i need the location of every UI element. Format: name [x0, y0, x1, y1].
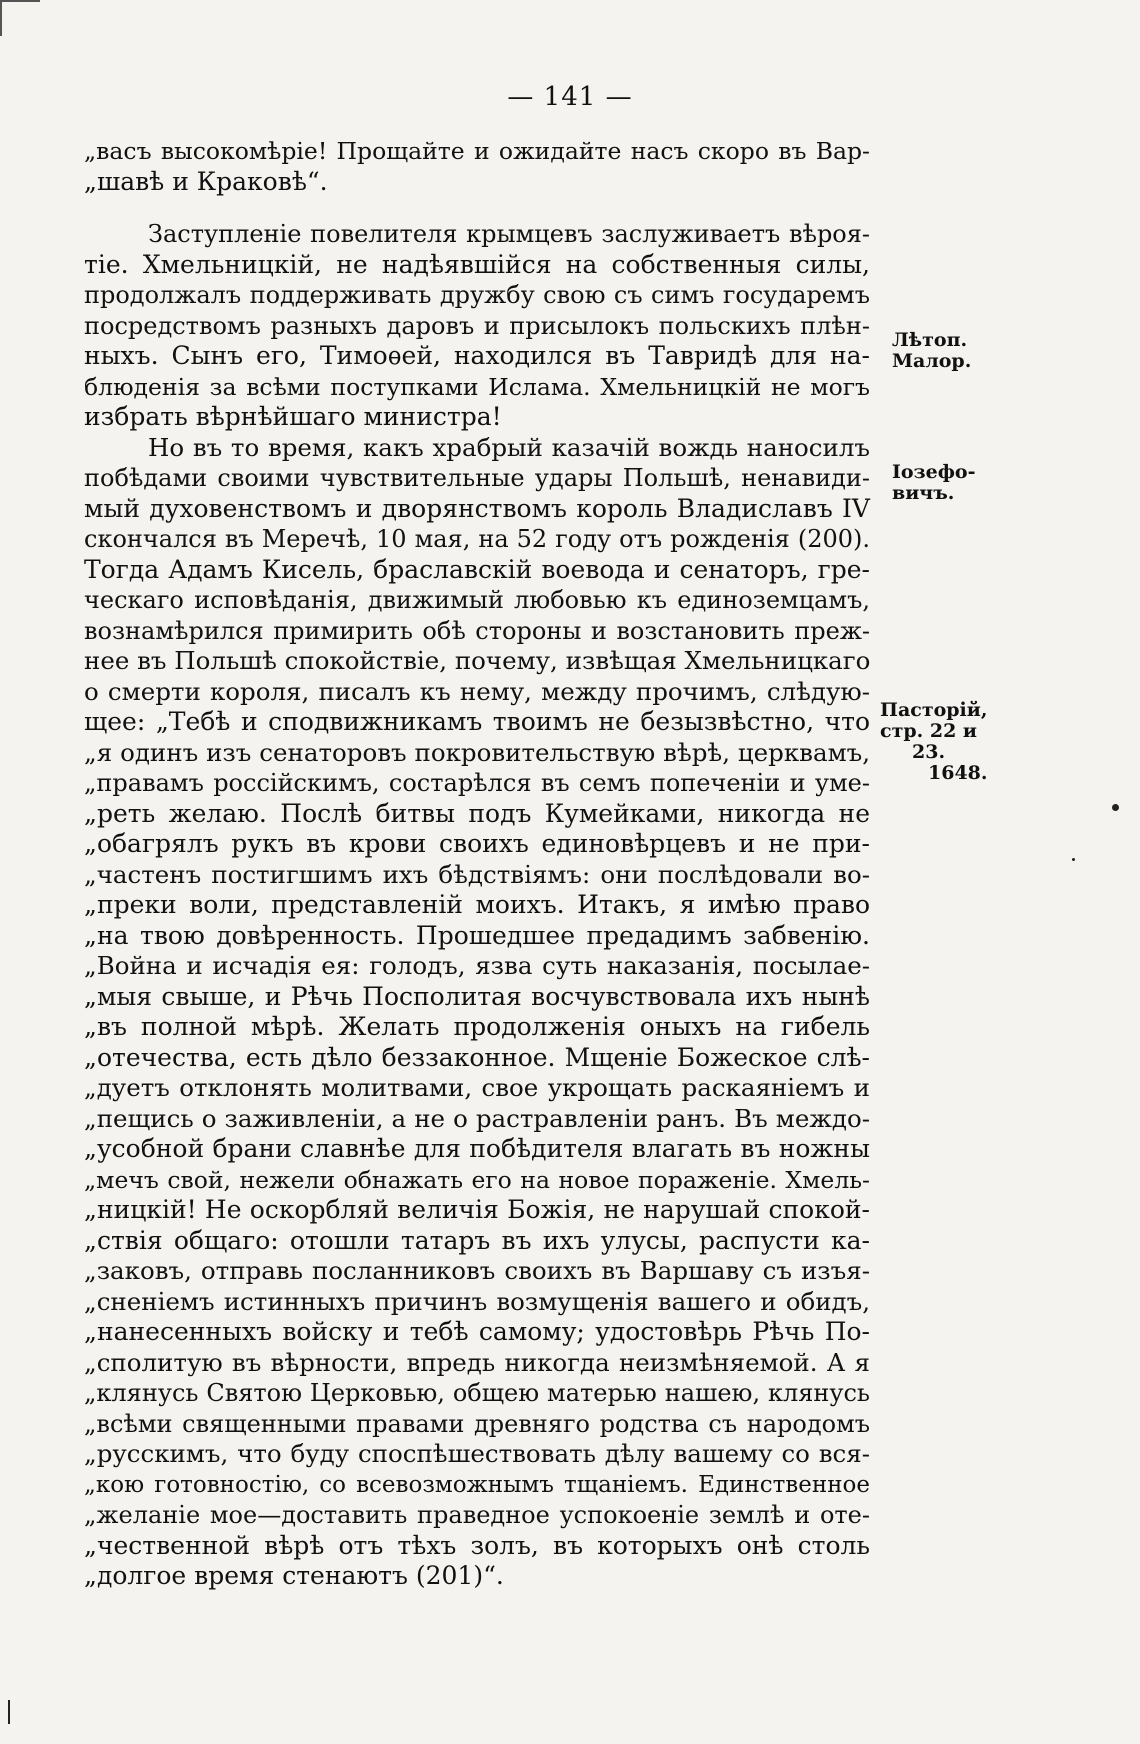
text-line: „въ полной мѣрѣ. Желать продолженія оныхъ на гибель [84, 1012, 870, 1041]
text-line: продолжалъ поддерживать дружбу свою съ симъ государемъ [84, 281, 870, 309]
marginal-note-line: стр. 22 и [880, 720, 978, 742]
text-line: „усобной брани славнѣе для побѣдителя влагать въ ножны [84, 1134, 870, 1163]
text-line: побѣдами своими чувствительные удары Польшѣ, ненавиди- [84, 464, 870, 492]
marginal-note-line: 23. [912, 741, 946, 763]
text-line: „шавѣ и Краковѣ“. [84, 166, 328, 196]
text-line: „всѣми священными правами древняго родства съ народомъ [84, 1409, 870, 1438]
text-line: „Война и исчадія ея: голодъ, язва суть наказанія, посылае- [84, 951, 870, 980]
text-line: ныхъ. Сынъ его, Тимоѳей, находился въ Тавридѣ для на- [84, 341, 870, 370]
scan-speck [8, 1700, 10, 1724]
marginal-note-iozefovich [892, 462, 975, 504]
text-line: „мечъ свой, нежели обнажать его на новое пораженіе. Хмель- [84, 1165, 870, 1194]
text-line: „заковъ, отправь посланниковъ своихъ въ Варшаву съ изъя- [84, 1256, 870, 1285]
marginal-note-line: Малор. [892, 350, 972, 372]
text-line: щее: „Тебѣ и сподвижникамъ твоимъ не безызвѣстно, что [84, 707, 870, 736]
text-line: „сненіемъ истинныхъ причинъ возмущенія вашего и обидъ, [84, 1286, 870, 1316]
text-line: о смерти короля, писалъ къ нему, между прочимъ, слѣдую- [84, 676, 870, 706]
text-line: „реть желаю. Послѣ битвы подъ Кумейками, никогда не [84, 798, 870, 828]
marginal-note-line: 1648. [928, 762, 988, 784]
text-line: „отечества, есть дѣло беззаконное. Мщеніе Божеское слѣ- [84, 1042, 870, 1072]
text-line: „васъ высокомѣріе! Прощайте и ожидайте насъ скоро въ Вар- [84, 137, 870, 165]
text-line: „дуетъ отклонять молитвами, свое укрощать раскаяніемъ и [84, 1073, 870, 1102]
text-line: Но въ то время, какъ храбрый казачій вождь наносилъ [148, 432, 870, 462]
text-line: „я одинъ изъ сенаторовъ покровительствую вѣрѣ, церквамъ, [84, 737, 870, 767]
text-line: „преки воли, представленій моихъ. Итакъ, я имѣю право [84, 890, 870, 919]
text-line: скончался въ Меречѣ, 10 мая, на 52 году отъ рожденія (200). [84, 525, 870, 553]
text-line: „мыя свыше, и Рѣчь Посполитая восчувствовала ихъ нынѣ [84, 981, 870, 1011]
scan-speck [1072, 858, 1075, 861]
text-line: „желаніе мое—доставить праведное успокоеніе землѣ и оте- [84, 1501, 870, 1529]
text-line: блюденія за всѣми поступками Ислама. Хмельницкій не могъ [84, 372, 870, 401]
text-line: тіе. Хмельницкій, не надѣявшійся на собственныя силы, [84, 249, 870, 279]
text-line: „кою готовностію, со всевозможнымъ тщаніемъ. Единственное [84, 1471, 870, 1498]
text-line: „обагрялъ рукъ въ крови своихъ единовѣрцевъ и не при- [84, 829, 870, 858]
marginal-note-pastorius [880, 700, 988, 784]
text-line: „клянусь Святою Церковью, общею матерью нашею, клянусь [84, 1379, 870, 1407]
text-line: „ницкій! Не оскорбляй величія Божія, не нарушай спокой- [84, 1195, 870, 1224]
page-number: — 141 — [507, 82, 633, 112]
text-line: „долгое время стенаютъ (201)“. [84, 1561, 504, 1590]
text-line: вознамѣрился примирить обѣ стороны и возстановить преж- [84, 616, 870, 645]
text-line: посредствомъ разныхъ даровъ и присылокъ польскихъ плѣн- [84, 311, 870, 340]
main-text-block [84, 136, 870, 1592]
text-line: „русскимъ, что буду споспѣшествовать дѣлу вашему со вся- [84, 1439, 870, 1468]
text-line: мый духовенствомъ и дворянствомъ король Владиславъ IV [84, 493, 870, 523]
text-line: Тогда Адамъ Кисель, браславскій воевода и сенаторъ, гре- [84, 554, 870, 584]
text-line: „частенъ постигшимъ ихъ бѣдствіямъ: они послѣдовали во- [84, 859, 870, 889]
marginal-note-line: вичъ. [892, 482, 955, 504]
scan-speck [0, 0, 2, 36]
text-line: ческаго исповѣданія, движимый любовью къ единоземцамъ, [84, 586, 870, 614]
scan-speck [1112, 804, 1119, 811]
text-line: нее въ Польшѣ спокойствіе, почему, извѣщая Хмельницкаго [84, 646, 871, 675]
text-line: „чественной вѣрѣ отъ тѣхъ золъ, въ которыхъ онѣ столь [84, 1530, 870, 1560]
marginal-note-line: Іозефо- [892, 461, 976, 483]
text-line: „пещись о заживленіи, а не о растравленіи ранъ. Въ междо- [84, 1103, 870, 1133]
text-line: Заступленіе повелителя крымцевъ заслуживаетъ вѣроя- [148, 220, 870, 248]
text-line: „сполитую въ вѣрности, впредь никогда неизмѣняемой. А я [84, 1347, 870, 1377]
text-line: избрать вѣрнѣйшаго министра! [84, 402, 502, 431]
text-line: „нанесенныхъ войску и тебѣ самому; удостовѣрь Рѣчь По- [84, 1317, 870, 1346]
text-line: „ствія общаго: отошли татаръ въ ихъ улусы, распусти ка- [84, 1225, 870, 1255]
marginal-note-letopis [892, 330, 971, 372]
text-line: „на твою довѣренность. Прошедшее предадимъ забвенію. [84, 920, 870, 950]
scan-speck [0, 0, 40, 2]
marginal-note-line: Пасторій, [880, 699, 988, 721]
text-line: „правамъ россійскимъ, состарѣлся въ семъ попеченіи и уме- [84, 769, 870, 797]
marginal-note-line: Лѣтоп. [892, 329, 968, 351]
